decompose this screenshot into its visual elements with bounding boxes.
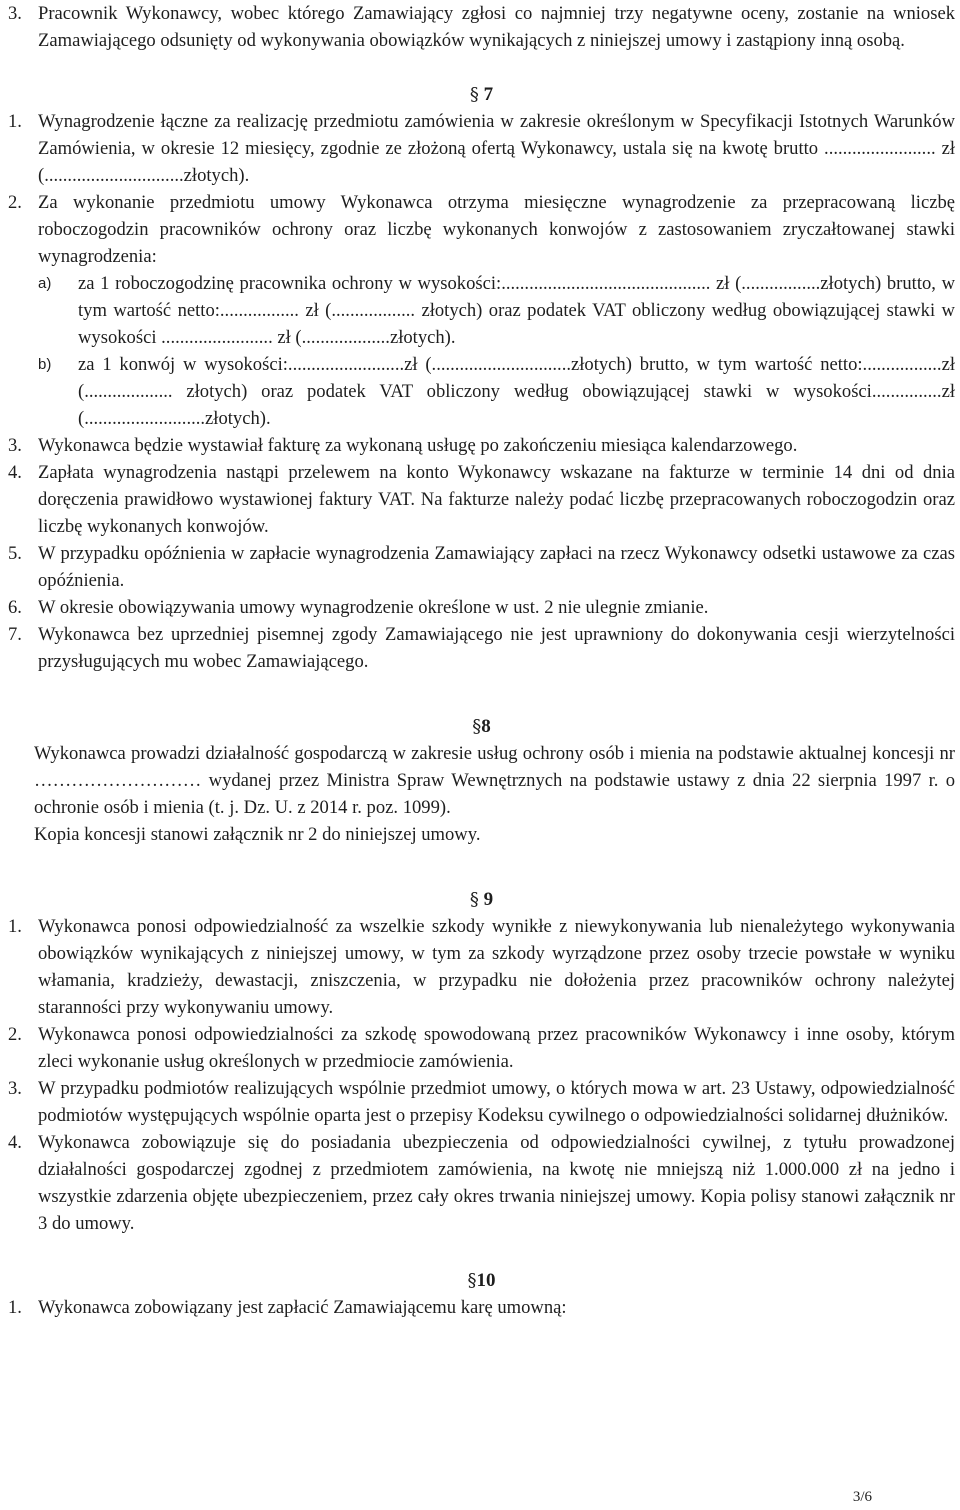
item-text: Wykonawca będzie wystawiał fakturę za wykonaną usługę po zakończeniu miesiąca kalendarzowego. — [38, 435, 798, 456]
item-text: W okresie obowiązywania umowy wynagrodzenie określone w ust. 2 nie ulegnie zmianie. — [38, 597, 709, 618]
item-number: 3. — [8, 1078, 22, 1099]
paragraph-9-item-3 — [8, 1075, 955, 1129]
item-text: Wynagrodzenie łączne za realizację przedmiotu zamówienia w zakresie określonym w Specyfikacji Istotnych Warunków Zamówienia, w okresie 12 miesięcy, zgodnie ze złożoną ofertą Wykonawcy, ustala się na kwotę brutto ........................ zł (..............................złotych). — [38, 111, 955, 186]
paragraph-7-item-3 — [8, 432, 955, 459]
paragraph-7-item-4 — [8, 459, 955, 540]
paragraph-7-item-2 — [8, 189, 955, 270]
subitem-label: b) — [38, 356, 52, 373]
section-number: 10 — [476, 1270, 496, 1291]
item-text: Wykonawca bez uprzedniej pisemnej zgody Zamawiającego nie jest uprawniony do dokonywania cesji wierzytelności przysługujących mu wobec Zamawiającego. — [38, 624, 955, 672]
paragraph-9-item-4 — [8, 1129, 955, 1237]
paragraph-7-item-5 — [8, 540, 955, 594]
item-text: W przypadku podmiotów realizujących wspólnie przedmiot umowy, o których mowa w art. 23 Ustawy, odpowiedzialność podmiotów występujących wspólnie oparta jest o przepisy Kodeksu cywilnego o odpowiedzialności solidarnej dłużników. — [38, 1078, 955, 1126]
section-heading-7 — [8, 81, 955, 108]
paragraph-9-item-1 — [8, 913, 955, 1021]
paragraph-6-item-3 — [8, 0, 955, 54]
section-heading-10 — [8, 1267, 955, 1294]
subitem-label: a) — [38, 275, 52, 292]
item-number: 7. — [8, 624, 22, 645]
item-number: 1. — [8, 111, 22, 132]
subitem-text: za 1 konwój w wysokości:.........................zł (..............................złotych) brutto, w tym wartość netto:.................zł (................... złotych) oraz podatek VAT obliczony według obowiązującej stawki w wysokości...............zł (..........................złotych). — [78, 354, 955, 429]
section-heading-9 — [8, 886, 955, 913]
section-heading-8 — [8, 713, 955, 740]
item-number: 1. — [8, 1297, 22, 1318]
item-number: 3. — [8, 435, 22, 456]
paragraph-9-item-2 — [8, 1021, 955, 1075]
section-sign: § — [469, 889, 479, 910]
item-number: 1. — [8, 916, 22, 937]
paragraph-7-subitem-a — [38, 270, 955, 351]
item-text: Pracownik Wykonawcy, wobec którego Zamawiający zgłosi co najmniej trzy negatywne oceny, zostanie na wniosek Zamawiającego odsunięty od wykonywania obowiązków wynikających z niniejszej umowy i zastąpiony inną osobą. — [38, 3, 955, 51]
section-sign: § — [472, 716, 482, 737]
section-number: 8 — [481, 716, 491, 737]
section-number: 9 — [483, 889, 494, 910]
paragraph-7-subitem-b — [38, 351, 955, 432]
paragraph-8-attachment-note: Kopia koncesji stanowi załącznik nr 2 do niniejszej umowy. — [34, 824, 481, 845]
item-number: 2. — [8, 192, 22, 213]
paragraph-7-item-7 — [8, 621, 955, 675]
section-sign: § — [469, 84, 479, 105]
item-number: 2. — [8, 1024, 22, 1045]
section-sign: § — [467, 1270, 477, 1291]
item-number: 6. — [8, 597, 22, 618]
item-text: Za wykonanie przedmiotu umowy Wykonawca otrzyma miesięczne wynagrodzenie za przepracowaną liczbę roboczogodzin pracowników ochrony oraz liczbę wykonanych konwojów z zastosowaniem zryczałtowanej stawki wynagrodzenia: — [38, 192, 955, 267]
item-number: 4. — [8, 462, 22, 483]
item-text: Wykonawca ponosi odpowiedzialności za szkodę spowodowaną przez pracowników Wykonawcy i inne osoby, którym zleci wykonanie usług określonych w przedmiocie zamówienia. — [38, 1024, 955, 1072]
paragraph-8-text: Wykonawca prowadzi działalność gospodarczą w zakresie usług ochrony osób i mienia na podstawie aktualnej koncesji nr ……………………… wydanej przez Ministra Spraw Wewnętrznych na podstawie ustawy z dnia 22 sierpnia 1997 r. o ochronie osób i mienia (t. j. Dz. U. z 2014 r. poz. 1099). — [34, 743, 955, 818]
item-text: Zapłata wynagrodzenia nastąpi przelewem na konto Wykonawcy wskazane na fakturze w terminie 14 dni od dnia doręczenia prawidłowo wystawionej faktury VAT. Na fakturze należy podać liczbę przepracowanych roboczogodzin oraz liczbę wykonanych konwojów. — [38, 462, 955, 537]
item-number: 3. — [8, 3, 22, 24]
paragraph-7-item-6 — [8, 594, 955, 621]
item-text: Wykonawca zobowiązany jest zapłacić Zamawiającemu karę umowną: — [38, 1297, 567, 1318]
subitem-text: za 1 roboczogodzinę pracownika ochrony w wysokości:............................................. zł (.................złotych) brutto, w tym wartość netto:................. zł (.................. złotych) oraz podatek VAT obliczony według obowiązującej stawki w wysokości ........................ zł (...................złotych). — [78, 273, 955, 348]
item-number: 5. — [8, 543, 22, 564]
section-number: 7 — [483, 84, 494, 105]
paragraph-7-item-1 — [8, 108, 955, 189]
page-number: 3/6 — [852, 1489, 872, 1505]
item-text: Wykonawca ponosi odpowiedzialność za wszelkie szkody wynikłe z niewykonywania lub nienależytego wykonywania obowiązków wynikających z niniejszej umowy, w tym za szkody wyrządzone przez osoby trzecie powstałe w wyniku włamania, kradzieży, dewastacji, zniszczenia, w przypadku nie dołożenia przez pracowników ochrony należytej staranności przy wykonywaniu umowy. — [38, 916, 955, 1018]
paragraph-10-item-1 — [8, 1294, 955, 1321]
item-number: 4. — [8, 1132, 22, 1153]
item-text: Wykonawca zobowiązuje się do posiadania ubezpieczenia od odpowiedzialności cywilnej, z tytułu prowadzonej działalności gospodarczej zgodnej z przedmiotem zamówienia, na kwotę nie mniejszą niż 1.000.000 zł na jedno i wszystkie zdarzenia objęte ubezpieczeniem, przez cały okres trwania niniejszej umowy. Kopia polisy stanowi załącznik nr 3 do umowy. — [38, 1132, 955, 1234]
item-text: W przypadku opóźnienia w zapłacie wynagrodzenia Zamawiający zapłaci na rzecz Wykonawcy odsetki ustawowe za czas opóźnienia. — [38, 543, 955, 591]
